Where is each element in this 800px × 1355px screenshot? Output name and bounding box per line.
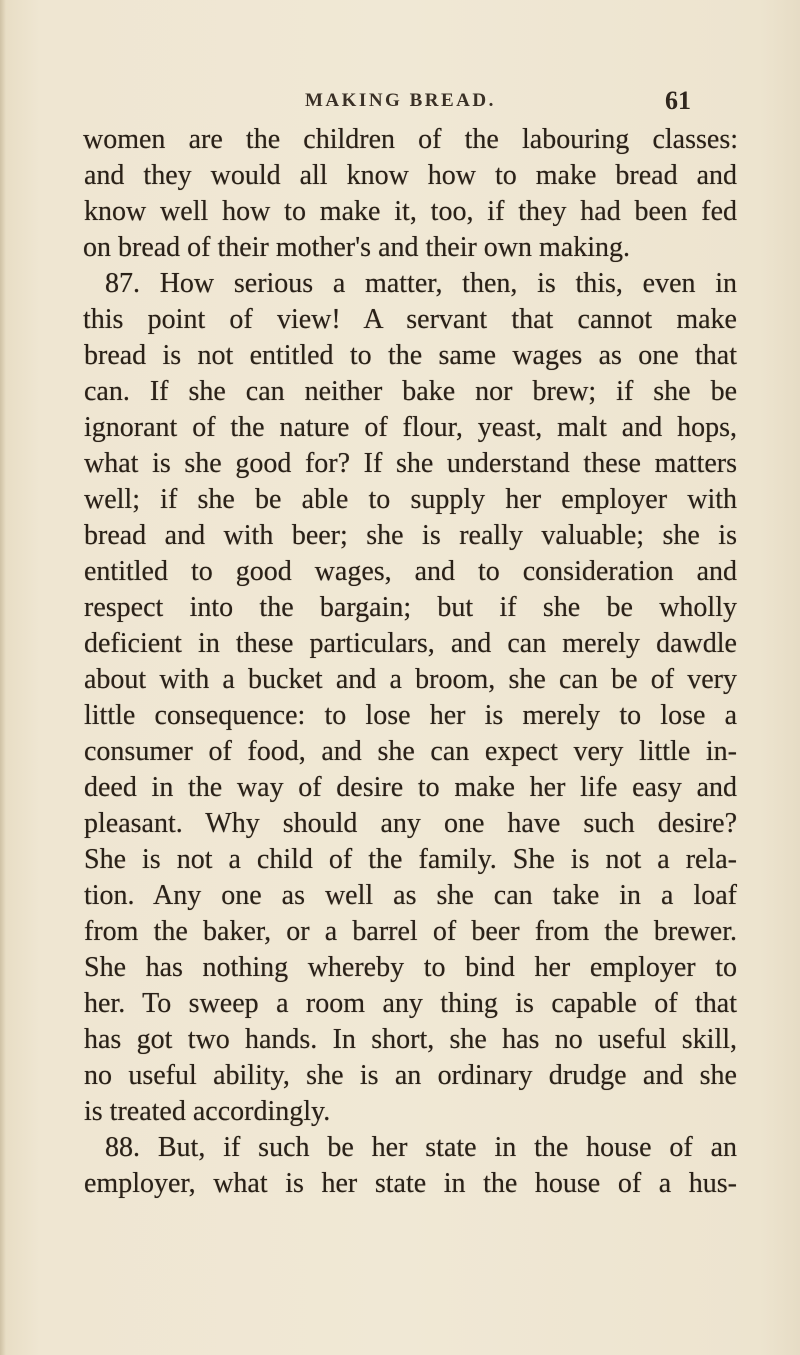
text-line: ignorant of the nature of flour, yeast, malt and hops,: [84, 412, 737, 443]
text-line: deficient in these particulars, and can merely dawdle: [84, 628, 737, 659]
text-line: on bread of their mother's and their own making.: [83, 232, 631, 263]
text-line: know well how to make it, too, if they had been fed: [84, 196, 737, 227]
text-line: 87. How serious a matter, then, is this, even in: [105, 268, 737, 299]
text-line: well; if she be able to supply her employer with: [84, 484, 737, 515]
text-line: She has nothing whereby to bind her employer to: [84, 952, 737, 983]
text-line: has got two hands. In short, she has no useful skill,: [84, 1024, 737, 1055]
text-line: entitled to good wages, and to consideration and: [84, 556, 737, 587]
text-line: respect into the bargain; but if she be wholly: [84, 592, 737, 623]
text-line: this point of view! A servant that cannot make: [83, 304, 737, 335]
text-line: and they would all know how to make bread and: [84, 160, 737, 191]
text-line: what is she good for? If she understand these matters: [84, 448, 737, 479]
text-line: employer, what is her state in the house of a hus-: [84, 1168, 737, 1199]
page-number: 61: [665, 86, 691, 115]
text-line: She is not a child of the family. She is not a rela-: [84, 844, 737, 875]
page-header: [0, 86, 800, 116]
text-line: from the baker, or a barrel of beer from the brewer.: [84, 916, 737, 947]
text-line: little consequence: to lose her is merely to lose a: [84, 700, 737, 731]
text-line: is treated accordingly.: [84, 1096, 331, 1127]
text-line: women are the children of the labouring classes:: [83, 124, 738, 155]
running-title: MAKING BREAD.: [305, 90, 496, 111]
text-line: consumer of food, and she can expect very little in-: [84, 736, 737, 767]
text-line: bread and with beer; she is really valuable; she is: [84, 520, 737, 551]
text-line: 88. But, if such be her state in the house of an: [105, 1132, 737, 1163]
page-binding-edge: [0, 0, 6, 1355]
text-line: tion. Any one as well as she can take in a loaf: [84, 880, 737, 911]
text-line: can. If she can neither bake nor brew; if she be: [84, 376, 737, 407]
text-line: pleasant. Why should any one have such desire?: [84, 808, 737, 839]
text-line: no useful ability, she is an ordinary drudge and she: [84, 1060, 737, 1091]
text-line: deed in the way of desire to make her life easy and: [84, 772, 737, 803]
text-line: about with a bucket and a broom, she can be of very: [84, 664, 737, 695]
text-line: bread is not entitled to the same wages as one that: [84, 340, 737, 371]
text-line: her. To sweep a room any thing is capable of that: [84, 988, 737, 1019]
